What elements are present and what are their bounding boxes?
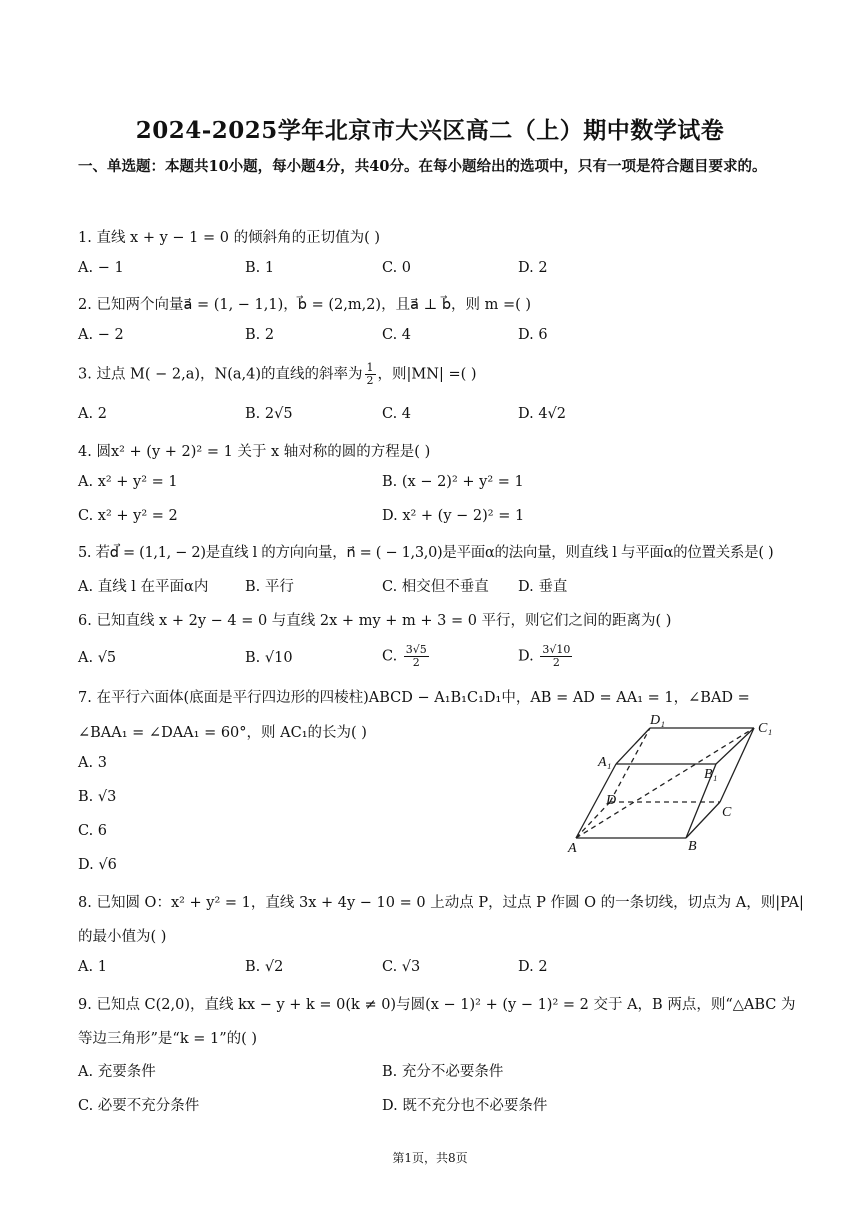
question-7-option-c: C. 6 <box>78 823 108 839</box>
edge-b1c1 <box>716 728 754 764</box>
fraction-numerator: 3√10 <box>542 643 571 656</box>
question-6-option-a: A. √5 <box>78 650 117 666</box>
question-6-option-c <box>382 644 431 669</box>
question-2-option-b: B. 2 <box>245 327 275 343</box>
diagonal-ac1 <box>576 728 754 838</box>
question-9-stem-line2: 等边三角形”是“k = 1”的( ) <box>78 1031 258 1047</box>
question-8-option-a: A. 1 <box>78 959 107 975</box>
option-label: D. <box>518 648 539 665</box>
question-4-stem: 4. 圆x² + (y + 2)² = 1 关于 x 轴对称的圆的方程是( ) <box>78 444 431 460</box>
fraction-numerator: 3√5 <box>405 643 427 656</box>
vertex-label-d1: D₁ <box>650 713 665 728</box>
question-2-option-a: A. − 2 <box>78 327 124 343</box>
question-7-option-d: D. √6 <box>78 857 117 873</box>
edge-cc1 <box>720 728 754 802</box>
question-1-stem: 1. 直线 x + y − 1 = 0 的倾斜角的正切值为( ) <box>78 230 381 246</box>
option-label: C. <box>382 648 402 665</box>
question-8-stem-line2: 的最小值为( ) <box>78 929 167 945</box>
section-heading-single-choice: 一、单选题：本题共10小题，每小题4分，共40分。在每小题给出的选项中，只有一项是符合题目要求的。 <box>78 158 767 175</box>
vertex-label-a1: A₁ <box>598 755 612 770</box>
question-3-option-b: B. 2√5 <box>245 406 293 422</box>
question-1-option-c: C. 0 <box>382 260 412 276</box>
question-2-option-d: D. 6 <box>518 327 548 343</box>
vertex-label-c: C <box>722 805 732 820</box>
question-4-option-b: B. (x − 2)² + y² = 1 <box>382 474 524 490</box>
question-7-stem-line2: ∠BAA₁ = ∠DAA₁ = 60°，则 AC₁的长为( ) <box>78 725 367 741</box>
question-2-option-c: C. 4 <box>382 327 412 343</box>
fraction-numerator: 1 <box>366 361 374 374</box>
fraction-denominator: 2 <box>366 374 374 387</box>
question-4-option-c: C. x² + y² = 2 <box>78 508 178 524</box>
question-3-fraction <box>365 362 376 387</box>
vertex-label-b: B <box>688 839 697 854</box>
question-6-option-b: B. √10 <box>245 650 293 666</box>
question-1-option-d: D. 2 <box>518 260 548 276</box>
question-3-option-c: C. 4 <box>382 406 412 422</box>
edge-bc <box>686 802 720 838</box>
vertex-label-b1: B₁ <box>704 767 718 782</box>
question-5-option-b: B. 平行 <box>245 579 294 595</box>
question-2-stem: 2. 已知两个向量a⃗ = (1, − 1,1)，b⃗ = (2,m,2)，且a⃗ ⊥ b⃗，则 m =( ) <box>78 297 532 313</box>
question-3-option-d: D. 4√2 <box>518 406 567 422</box>
question-3-option-a: A. 2 <box>78 406 107 422</box>
question-3-stem-part1: 3. 过点 M( − 2,a)，N(a,4)的直线的斜率为 <box>78 366 363 383</box>
question-8-option-d: D. 2 <box>518 959 548 975</box>
question-7-option-b: B. √3 <box>78 789 117 805</box>
question-6-stem: 6. 已知直线 x + 2y − 4 = 0 与直线 2x + my + m + 3 = 0 平行，则它们之间的距离为( ) <box>78 613 672 629</box>
question-3-stem <box>78 362 477 387</box>
question-4-option-a: A. x² + y² = 1 <box>78 474 178 490</box>
question-3-stem-part2: ，则|MN| =( ) <box>377 366 477 383</box>
question-1-option-a: A. − 1 <box>78 260 124 276</box>
question-6-option-c-fraction <box>404 644 429 669</box>
question-5-stem: 5. 若d⃗ = (1,1, − 2)是直线 l 的方向向量，n⃗ = ( − 1,3,0)是平面α的法向量，则直线 l 与平面α的位置关系是( ) <box>78 545 774 561</box>
question-9-option-b: B. 充分不必要条件 <box>382 1064 504 1080</box>
question-5-option-c: C. 相交但不垂直 <box>382 579 489 595</box>
question-7-option-a: A. 3 <box>78 755 107 771</box>
page-footer: 第1页，共8页 <box>392 1151 468 1165</box>
vertex-label-a: A <box>568 841 577 856</box>
question-5-option-d: D. 垂直 <box>518 579 568 595</box>
question-5-option-a: A. 直线 l 在平面α内 <box>78 579 209 595</box>
fraction-denominator: 2 <box>412 656 420 669</box>
question-1-option-b: B. 1 <box>245 260 275 276</box>
fraction-denominator: 2 <box>552 656 560 669</box>
question-8-stem-line1: 8. 已知圆 O：x² + y² = 1，直线 3x + 4y − 10 = 0 上动点 P，过点 P 作圆 O 的一条切线，切点为 A，则|PA| <box>78 895 804 911</box>
question-8-option-b: B. √2 <box>245 959 284 975</box>
parallelepiped-figure <box>558 708 788 858</box>
question-9-stem-line1: 9. 已知点 C(2,0)，直线 kx − y + k = 0(k ≠ 0)与圆(x − 1)² + (y − 1)² = 2 交于 A，B 两点，则“△ABC 为 <box>78 997 796 1013</box>
question-4-option-d: D. x² + (y − 2)² = 1 <box>382 508 525 524</box>
question-8-option-c: C. √3 <box>382 959 421 975</box>
vertex-label-d: D <box>606 793 617 808</box>
page-title: 2024-2025学年北京市大兴区高二（上）期中数学试卷 <box>135 117 725 144</box>
question-6-option-d <box>518 644 574 669</box>
question-6-option-d-fraction <box>540 644 572 669</box>
question-9-option-a: A. 充要条件 <box>78 1064 156 1080</box>
question-9-option-d: D. 既不充分也不必要条件 <box>382 1098 548 1114</box>
question-9-option-c: C. 必要不充分条件 <box>78 1098 200 1114</box>
vertex-label-c1: C₁ <box>758 721 773 736</box>
question-7-stem-line1: 7. 在平行六面体(底面是平行四边形的四棱柱)ABCD − A₁B₁C₁D₁中，AB = AD = AA₁ = 1，∠BAD = <box>78 690 750 706</box>
